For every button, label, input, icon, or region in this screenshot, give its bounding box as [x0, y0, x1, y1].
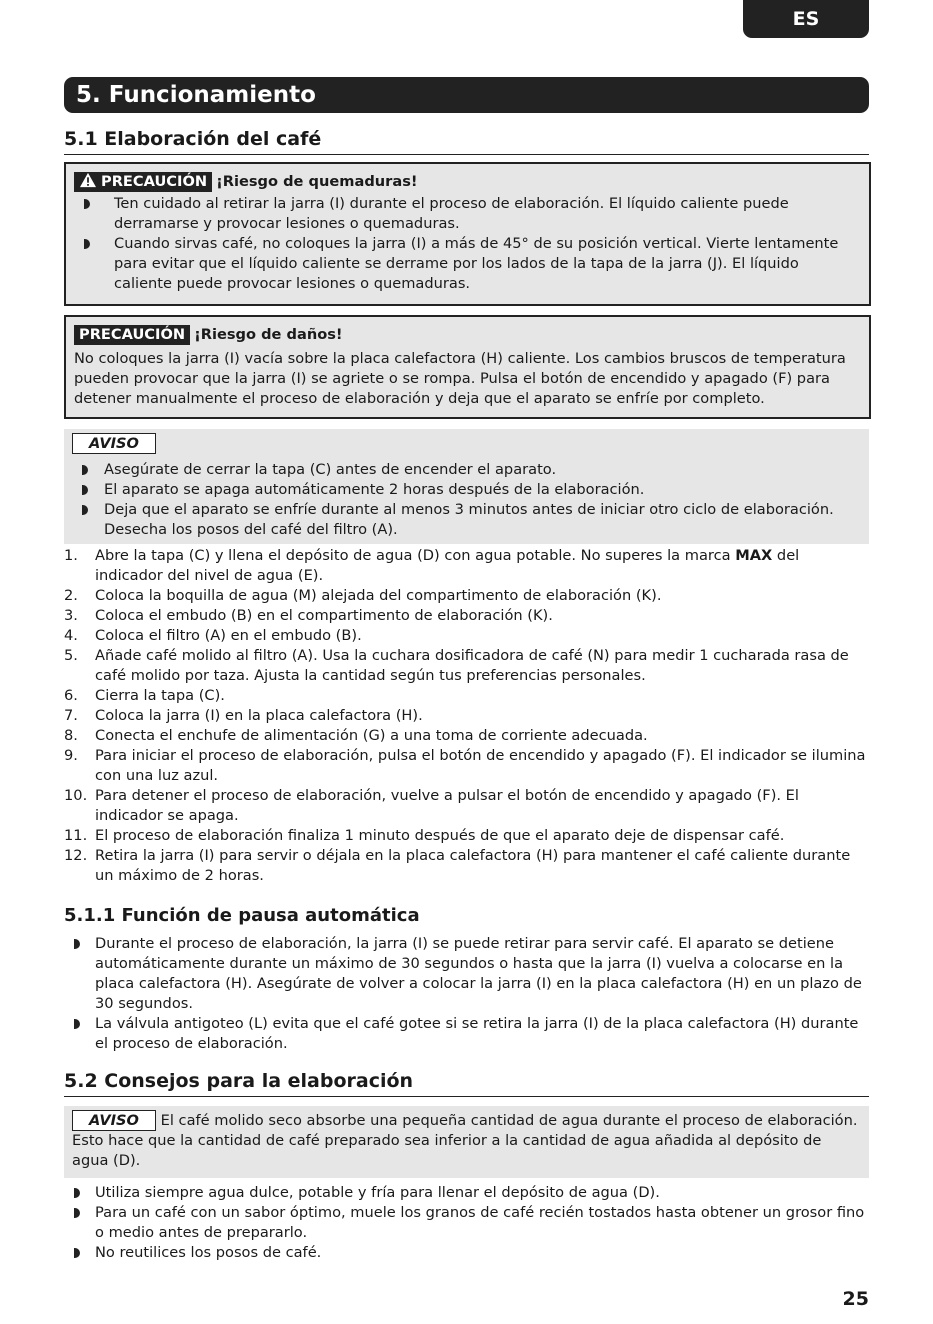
step-number: 11.: [64, 827, 88, 844]
step-item: [64, 646, 869, 686]
notice-box: [64, 429, 869, 544]
page-number: 25: [842, 1288, 869, 1310]
step-text: Conecta el enchufe de alimentación (G) a una toma de corriente adecuada.: [95, 727, 648, 744]
tips-list: [64, 1183, 869, 1263]
step-number: 12.: [64, 847, 88, 864]
caution-damage-box: [64, 315, 871, 419]
step-text: Añade café molido al filtro (A). Usa la cuchara dosificadora de café (N) para medir 1 cucharada rasa de café molido por taza. Ajusta la cantidad según tus preferencias personales.: [95, 647, 849, 684]
step-text: Retira la jarra (I) para servir o déjala en la placa calefactora (H) para mantener el café caliente durante un máximo de 2 horas.: [95, 847, 851, 884]
caution-tag: [74, 172, 212, 192]
step-item: [64, 686, 869, 706]
step-item: [64, 626, 869, 646]
caution-damage-text: No coloques la jarra (I) vacía sobre la placa calefactora (H) caliente. Los cambios bruscos de temperatura pueden provocar que la jarra (I) se agriete o se rompa. Pulsa el botón de encendido y apagado (F) para detener manualmente el proceso de elaboración y deja que el aparato se enfríe por completo.: [74, 350, 846, 407]
step-text: Para detener el proceso de elaboración, vuelve a pulsar el botón de encendido y apagado (F). El indicador se apaga.: [95, 787, 799, 824]
step-number: 4.: [64, 627, 78, 644]
step-text: Coloca el filtro (A) en el embudo (B).: [95, 627, 362, 644]
caution-tag: PRECAUCIÓN: [74, 325, 190, 345]
step-text: Para iniciar el proceso de elaboración, pulsa el botón de encendido y apagado (F). El indicador se ilumina con una luz azul.: [95, 747, 866, 784]
step-number: 1.: [64, 547, 78, 564]
auto-pause-list: [64, 934, 869, 1054]
step-item: [64, 606, 869, 626]
step-text: Abre la tapa (C) y llena el depósito de agua (D) con agua potable. No superes la marca: [95, 547, 736, 564]
caution-burn-box: [64, 162, 871, 306]
step-item: [64, 826, 869, 846]
caution-burn-title: ¡Riesgo de quemaduras!: [216, 173, 418, 190]
list-item: El aparato se apaga automáticamente 2 horas después de la elaboración.: [72, 480, 861, 500]
notice-list: [72, 460, 861, 540]
list-item: La válvula antigoteo (L) evita que el café gotee si se retira la jarra (I) de la placa calefactora (H) durante el proceso de elaboración.: [64, 1014, 869, 1054]
step-text: Coloca la boquilla de agua (M) alejada del compartimento de elaboración (K).: [95, 587, 662, 604]
caution-burn-list: [74, 194, 861, 294]
language-tab: ES: [743, 0, 869, 38]
step-text: Cierra la tapa (C).: [95, 687, 225, 704]
list-item: Para un café con un sabor óptimo, muele los granos de café recién tostados hasta obtener un grosor fino o medio antes de prepararlo.: [64, 1203, 869, 1243]
step-text-bold: MAX: [735, 547, 773, 564]
caution-burn-header: [74, 172, 861, 192]
step-item: [64, 586, 869, 606]
section-title-5-1: 5.1 Elaboración del café: [64, 128, 869, 155]
list-item: Ten cuidado al retirar la jarra (I) durante el proceso de elaboración. El líquido caliente puede derramarse y provocar lesiones o quemaduras.: [74, 194, 861, 234]
step-text: El proceso de elaboración finaliza 1 minuto después de que el aparato deje de dispensar café.: [95, 827, 785, 844]
step-item: [64, 546, 869, 586]
step-text: del indicador del nivel de agua (E).: [95, 547, 800, 584]
step-number: 6.: [64, 687, 78, 704]
warning-icon: [79, 172, 97, 188]
list-item: Deja que el aparato se enfríe durante al menos 3 minutos antes de iniciar otro ciclo de elaboración. Desecha los posos del café del filtro (A).: [72, 500, 861, 540]
step-number: 9.: [64, 747, 78, 764]
list-item: Cuando sirvas café, no coloques la jarra (I) a más de 45° de su posición vertical. Vierte lentamente para evitar que el líquido caliente se derrame por los lados de la tapa de la jarra (J). El líquido caliente puede provocar lesiones o quemaduras.: [74, 234, 861, 294]
notice-tag: AVISO: [72, 433, 156, 454]
step-number: 2.: [64, 587, 78, 604]
step-item: [64, 846, 869, 886]
caution-damage-title: ¡Riesgo de daños!: [194, 326, 343, 343]
chapter-title: 5. Funcionamiento: [64, 77, 869, 113]
step-number: 3.: [64, 607, 78, 624]
step-number: 7.: [64, 707, 78, 724]
step-item: [64, 706, 869, 726]
caution-damage-header: [74, 325, 861, 345]
caution-tag-label: PRECAUCIÓN: [101, 173, 208, 190]
section-title-5-1-1: 5.1.1 Función de pausa automática: [64, 905, 420, 926]
list-item: Asegúrate de cerrar la tapa (C) antes de encender el aparato.: [72, 460, 861, 480]
step-item: [64, 726, 869, 746]
step-number: 5.: [64, 647, 78, 664]
list-item: Utiliza siempre agua dulce, potable y fría para llenar el depósito de agua (D).: [64, 1183, 869, 1203]
list-item: No reutilices los posos de café.: [64, 1243, 869, 1263]
step-number: 10.: [64, 787, 88, 804]
steps-list: [64, 546, 869, 886]
list-item: Durante el proceso de elaboración, la jarra (I) se puede retirar para servir café. El aparato se detiene automáticamente durante un máximo de 30 segundos o hasta que la jarra (I) vuelva a colocarse en la placa calefactora (H). Asegúrate de volver a colocar la jarra (I) en la placa calefactora (H) en un plazo de 30 segundos.: [64, 934, 869, 1014]
section-title-5-2: 5.2 Consejos para la elaboración: [64, 1070, 869, 1097]
step-item: [64, 746, 869, 786]
notice-text: El café molido seco absorbe una pequeña cantidad de agua durante el proceso de elaboración. Esto hace que la cantidad de café preparado sea inferior a la cantidad de agua añadida al depósito de agua (D).: [72, 1112, 858, 1169]
step-item: [64, 786, 869, 826]
step-number: 8.: [64, 727, 78, 744]
step-text: Coloca el embudo (B) en el compartimento de elaboración (K).: [95, 607, 553, 624]
notice-tag: AVISO: [72, 1110, 156, 1131]
step-text: Coloca la jarra (I) en la placa calefactora (H).: [95, 707, 423, 724]
notice-box-5-2: [64, 1106, 869, 1178]
